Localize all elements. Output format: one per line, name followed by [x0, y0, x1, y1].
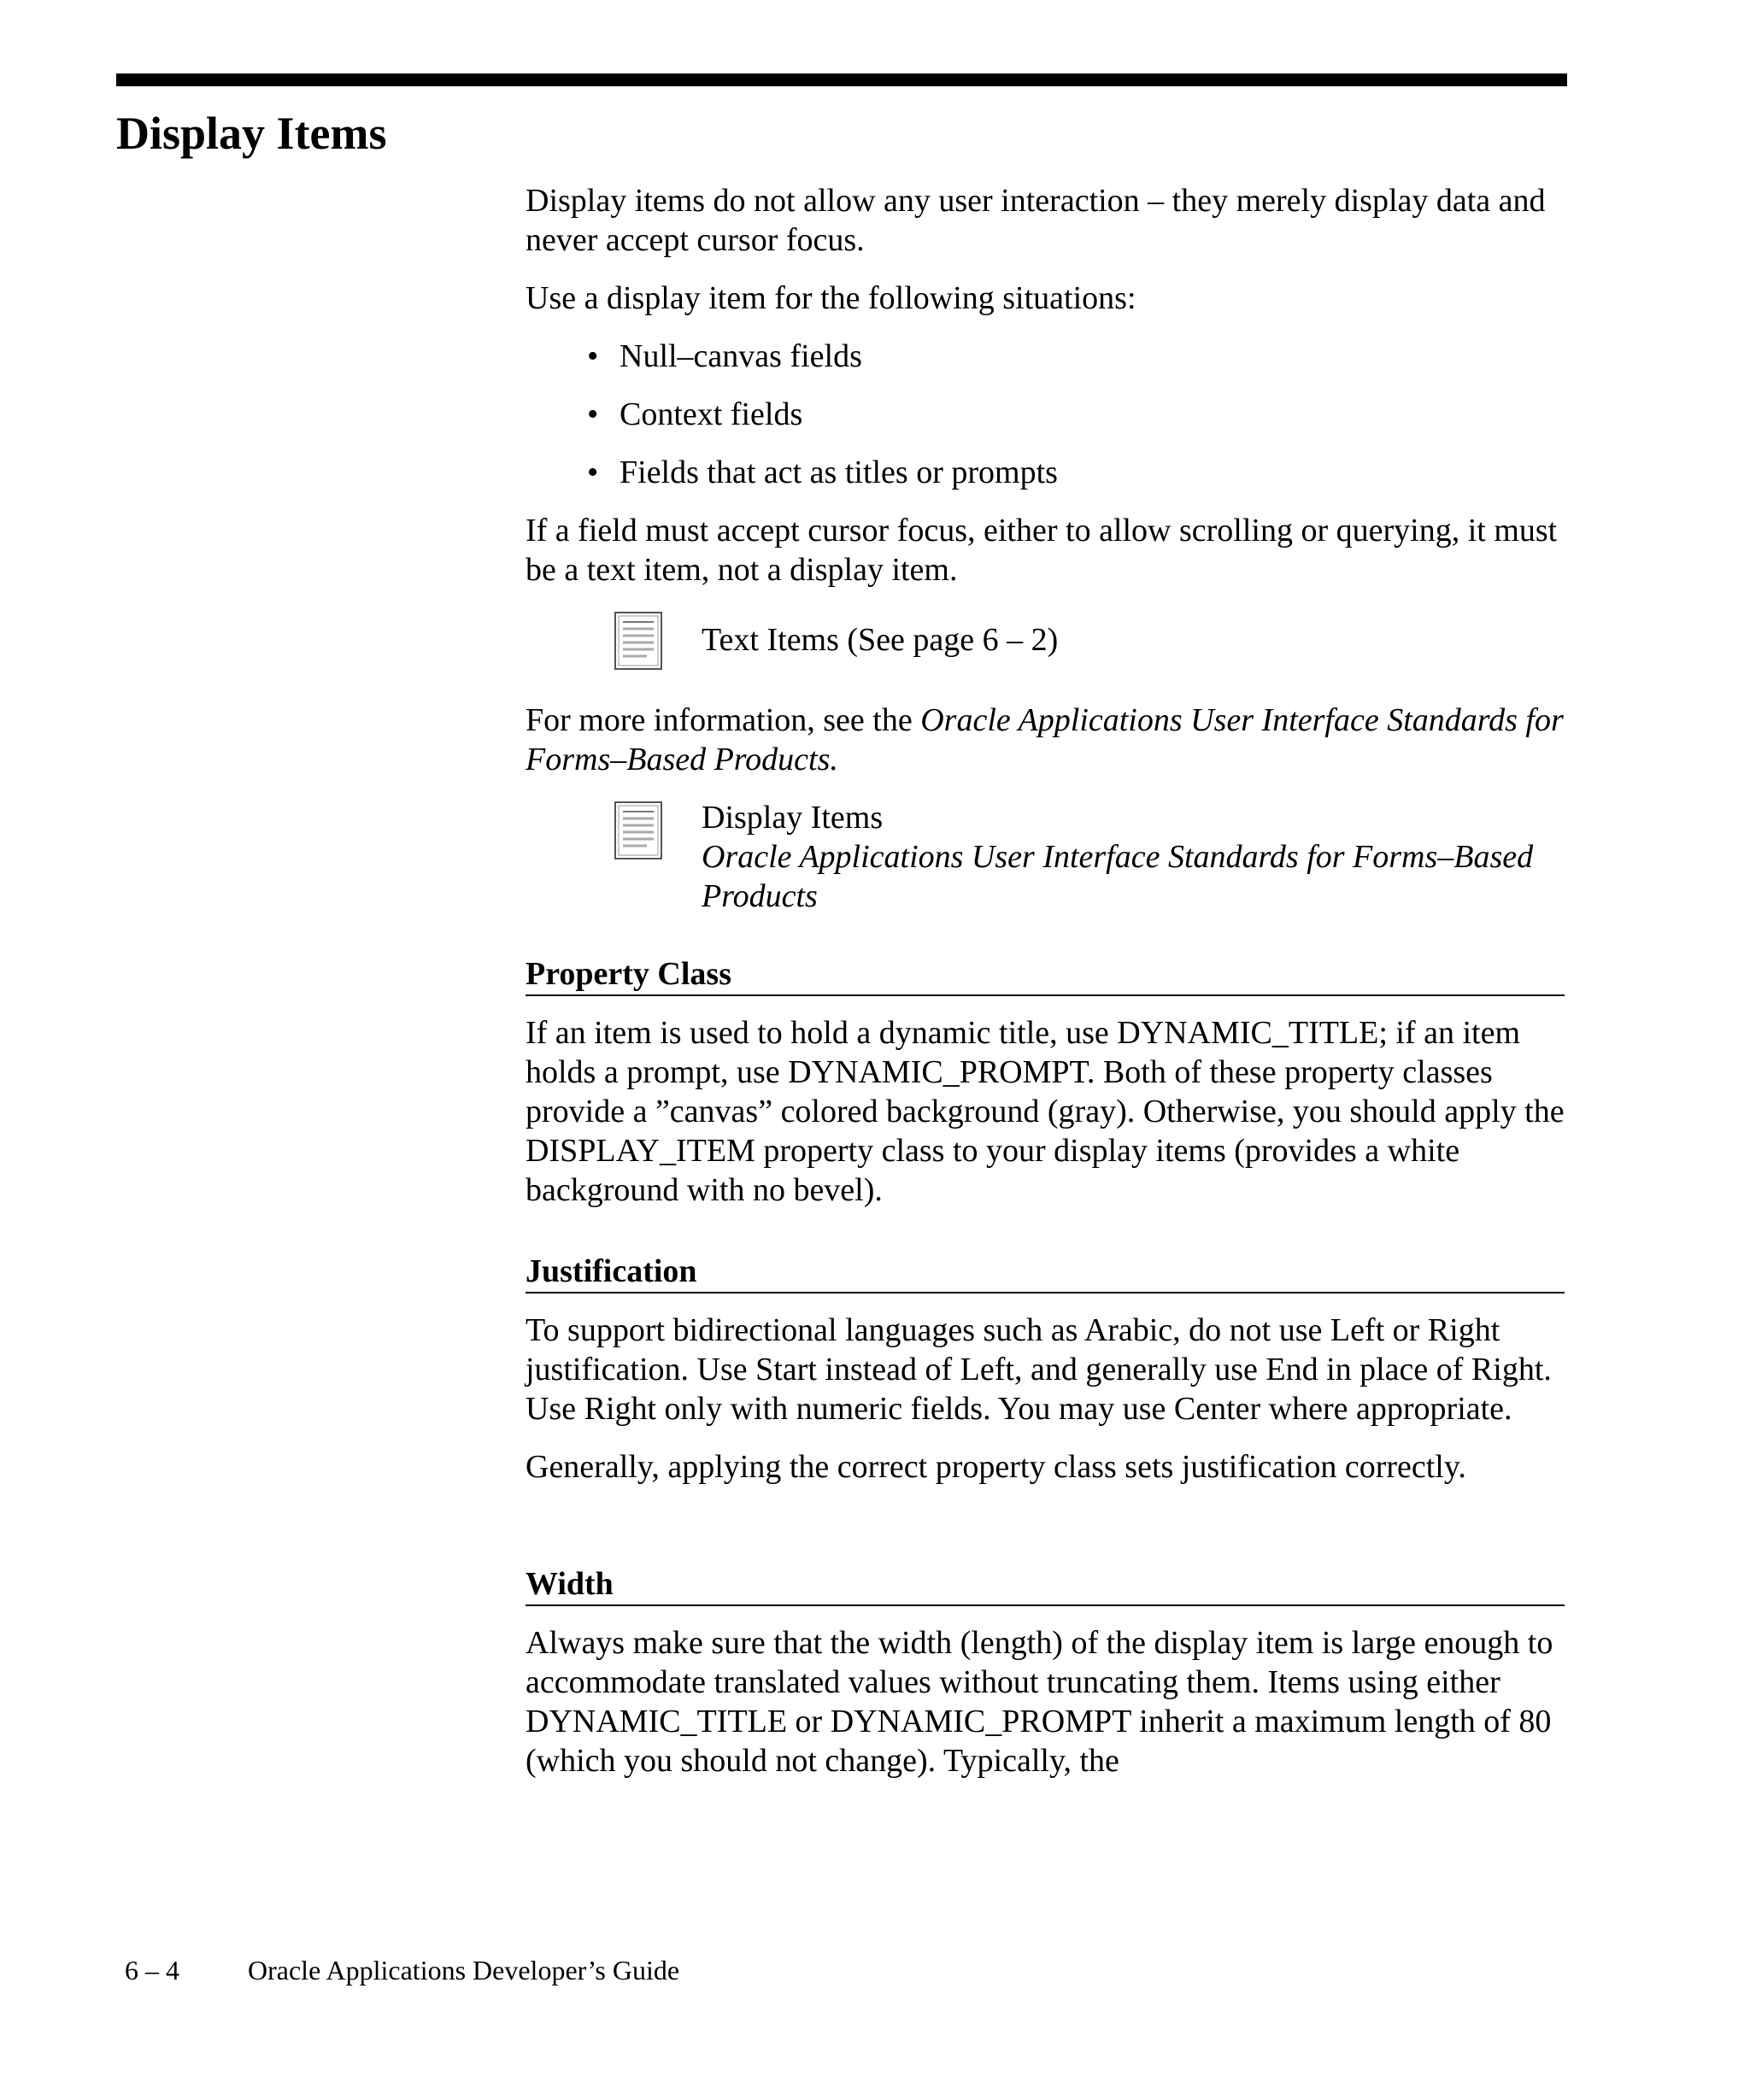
book-title: Oracle Applications User Interface Standards for Forms–Based Products [526, 702, 1564, 777]
property-class-paragraph: If an item is used to hold a dynamic title, use DYNAMIC_TITLE; if an item holds a prompt, use DYNAMIC_PROMPT. Both of these property classes provide a ”canvas” colored background (gray). Otherwise, you should apply the DISPLAY_ITEM property class to your display items (provides a white background with no bevel). [526, 1015, 1565, 1208]
xref-display-items[interactable] [526, 798, 1570, 916]
more-info-prefix: For more information, see the [526, 702, 921, 738]
document-icon [614, 612, 662, 670]
body-text [526, 181, 1570, 1799]
list-item [526, 453, 1570, 492]
situation-list [526, 337, 1570, 492]
page-number: 6 – 4 [125, 1955, 179, 1986]
more-info-paragraph [526, 701, 1570, 779]
list-item-text: Null–canvas fields [620, 338, 862, 374]
document-icon [614, 801, 662, 859]
xref-book-title: Oracle Applications User Interface Standards for Forms–Based Products [702, 839, 1534, 914]
list-item [526, 395, 1570, 434]
bullet-icon: • [587, 396, 599, 432]
top-rule [116, 73, 1567, 86]
list-item-text: Context fields [620, 396, 803, 432]
xref-text-items[interactable] [526, 608, 1570, 682]
page-footer [125, 1953, 679, 1987]
more-info-suffix: . [830, 742, 838, 777]
justification-paragraph: To support bidirectional languages such as Arabic, do not use Left or Right justification. Use Start instead of Left, and generally use End in place of Right. Use Right only with numeric fields. You may use Center where appropriate. [526, 1312, 1552, 1427]
use-for-paragraph: Use a display item for the following situations: [526, 280, 1136, 316]
width-paragraph: Always make sure that the width (length) of the display item is large enough to accommodate translated values without truncating them. Items using either DYNAMIC_TITLE or DYNAMIC_PROMPT inherit a maximum length of 80 (which you should not change). Typically, the [526, 1625, 1553, 1779]
bullet-icon: • [587, 338, 599, 374]
xref-link[interactable]: Text Items (See page 6 – 2) [702, 622, 1059, 658]
section-heading-justification: Justification [526, 1252, 1565, 1293]
bullet-icon: • [587, 455, 599, 490]
xref-link[interactable]: Display Items [702, 800, 884, 836]
focus-note-paragraph: If a field must accept cursor focus, either to allow scrolling or querying, it must be a text item, not a display item. [526, 513, 1558, 588]
section-heading-width: Width [526, 1565, 1565, 1606]
list-item-text: Fields that act as titles or prompts [620, 455, 1058, 490]
list-item [526, 337, 1570, 376]
intro-paragraph: Display items do not allow any user interaction – they merely display data and never accept cursor focus. [526, 183, 1546, 258]
justification-paragraph-2: Generally, applying the correct property class sets justification correctly. [526, 1449, 1466, 1485]
page-title: Display Items [116, 108, 387, 159]
footer-book-title: Oracle Applications Developer’s Guide [248, 1955, 680, 1986]
section-heading-property-class: Property Class [526, 955, 1565, 996]
